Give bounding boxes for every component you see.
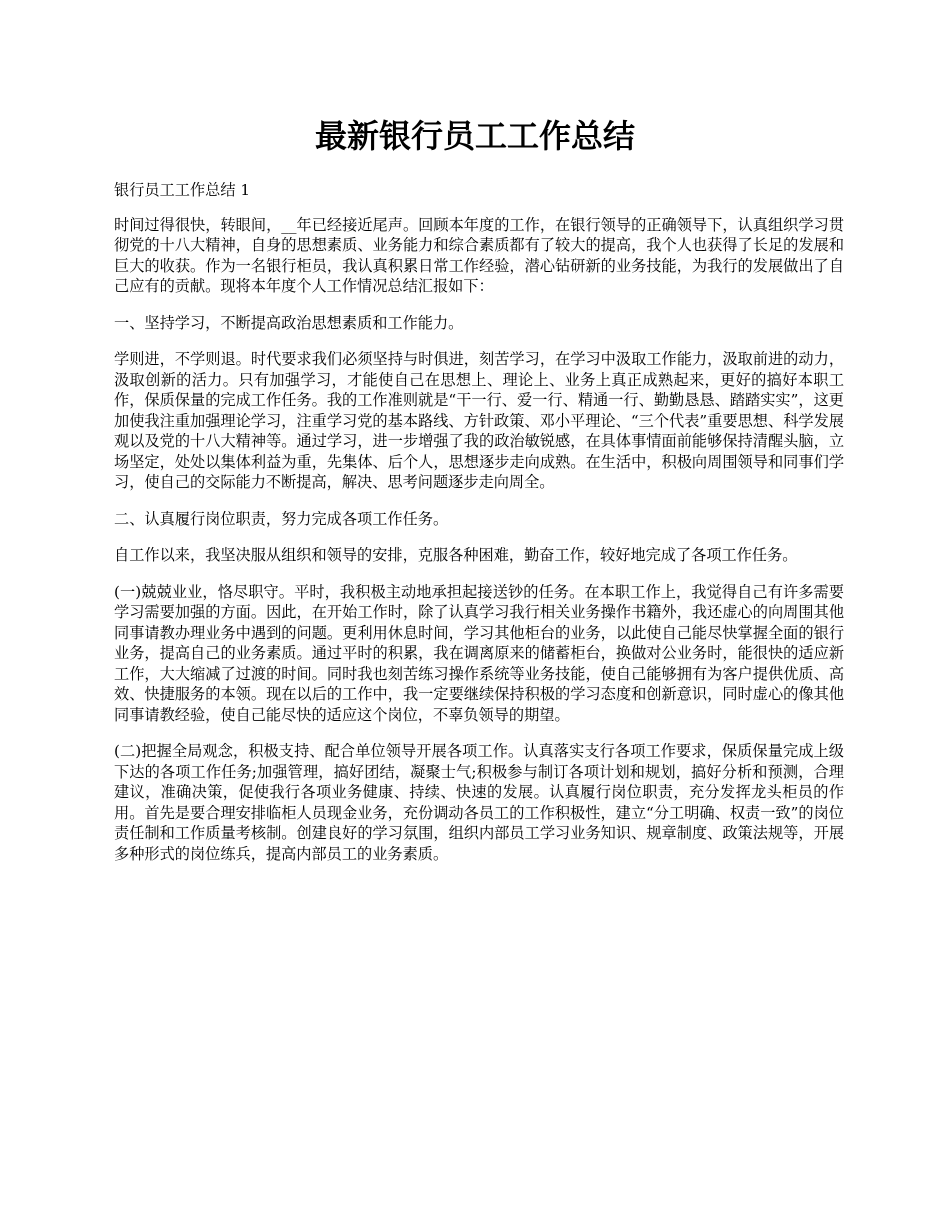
paragraph-study: 学则进，不学则退。时代要求我们必须坚持与时俱进，刻苦学习，在学习中汲取工作能力，汲取前进的动力，汲取创新的活力。只有加强学习，才能使自己在思想上、理论上、业务上真正成熟起来，更好的搞好本职工作，保质保量的完成工作任务。我的工作准则就是“干一行、爱一行、精通一行、勤勤恳恳、踏踏实实”，这更加使我注重加强理论学习，注重学习党的基本路线、方针政策、邓小平理论、“三个代表”重要思想、科学发展观以及党的十八大精神等。通过学习，进一步增强了我的政治敏锐感，在具体事情面前能够保持清醒头脑，立场坚定，处处以集体利益为重，先集体、后个人，思想逐步走向成熟。在生活中，积极向周围领导和同事们学习，使自己的交际能力不断提高，解决、思考问题逐步走向周全。 (114, 350, 844, 491)
paragraph-item-1: (一)兢兢业业，恪尽职守。平时，我积极主动地承担起接送钞的任务。在本职工作上，我觉得自己有许多需要学习需要加强的方面。因此，在开始工作时，除了认真学习我行相关业务操作书籍外，我还虚心的向周围其他同事请教办理业务中遇到的问题。更利用休息时间，学习其他柜台的业务，以此使自己能尽快掌握全面的银行业务，提高自己的业务素质。通过平时的积累，我在调离原来的储蓄柜台，换做对公业务时，能很快的适应新工作，大大缩减了过渡的时间。同时我也刻苦练习操作系统等业务技能，使自己能够拥有为客户提供优质、高效、快捷服务的本领。现在以后的工作中，我一定要继续保持积极的学习态度和创新意识，同时虚心的像其他同事请教经验，使自己能尽快的适应这个岗位，不辜负领导的期望。 (114, 582, 844, 724)
section-heading-2: 二、认真履行岗位职责，努力完成各项工作任务。 (114, 509, 449, 528)
paragraph-item-2: (二)把握全局观念，积极支持、配合单位领导开展各项工作。认真落实支行各项工作要求，保质保量完成上级下达的各项工作任务;加强管理，搞好团结，凝聚士气;积极参与制订各项计划和规划，搞好分析和预测，合理建议，准确决策，促使我行各项业务健康、持续、快速的发展。认真履行岗位职责，充分发挥龙头柜员的作用。首先是要合理安排临柜人员现金业务，充份调动各员工的工作积极性，建立“分工明确、权责一致”的岗位责任制和工作质量考核制。创建良好的学习氛围，组织内部员工学习业务知识、规章制度、政策法规等，开展多种形式的岗位练兵，提高内部员工的业务素质。 (114, 742, 844, 863)
section-heading-1: 一、坚持学习，不断提高政治思想素质和工作能力。 (114, 313, 464, 332)
paragraph-intro: 时间过得很快，转眼间，__年已经接近尾声。回顾本年度的工作，在银行领导的正确领导下，认真组织学习贯彻党的十八大精神，自身的思想素质、业务能力和综合素质都有了较大的提高，我个人也获得了长足的发展和巨大的收获。作为一名银行柜员，我认真积累日常工作经验，潜心钻研新的业务技能，为我行的发展做出了自己应有的贡献。现将本年度个人工作情况总结汇报如下： (114, 215, 844, 295)
document-body (114, 180, 844, 880)
document-title: 最新银行员工工作总结 (314, 117, 635, 155)
paragraph-duties: 自工作以来，我坚决服从组织和领导的安排，克服各种困难，勤奋工作，较好地完成了各项工作任务。 (114, 546, 798, 564)
document-subtitle: 银行员工工作总结 1 (114, 181, 250, 199)
